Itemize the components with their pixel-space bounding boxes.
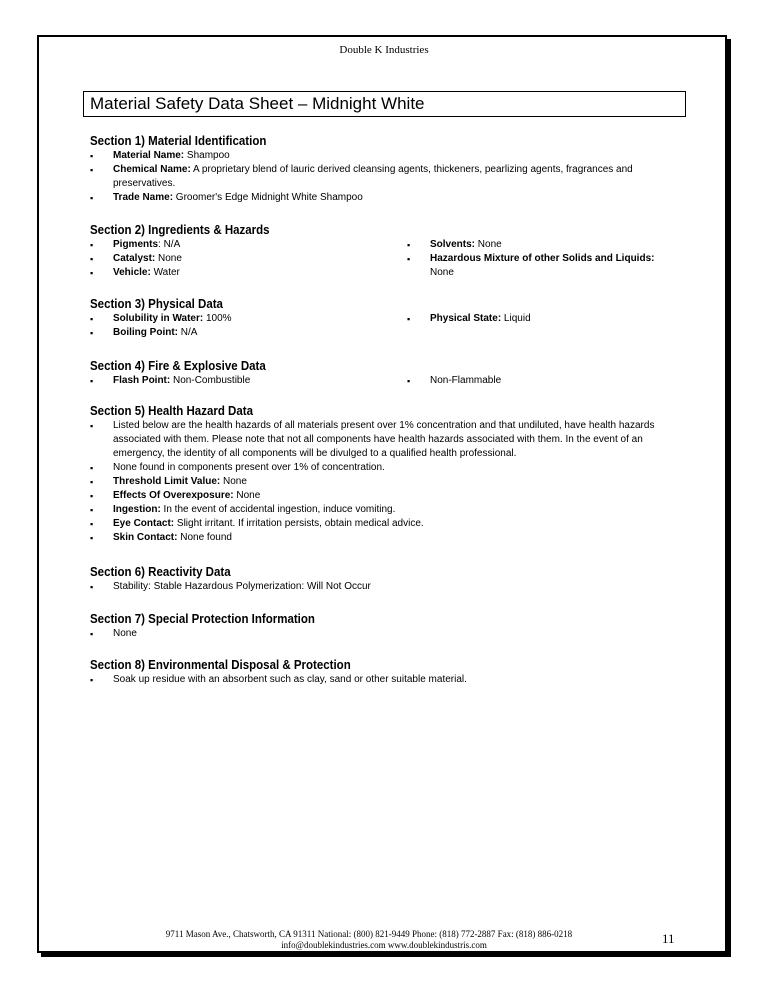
section-heading: Section 7) Special Protection Information: [90, 612, 315, 626]
list-item: ▪ Flash Point: Non-Combustible: [90, 375, 251, 386]
footer-address: 9711 Mason Ave., Chatsworth, CA 91311 National: (800) 821-9449 Phone: (818) 772-2887 Fax: (818) 886-0218: [165, 929, 573, 939]
list-item: ▪ Effects Of Overexposure: None: [90, 490, 261, 501]
section-8: [90, 658, 690, 687]
section-7: [90, 612, 690, 641]
section-heading: Section 3) Physical Data: [90, 297, 223, 311]
bullet-icon: ▪: [90, 328, 94, 338]
bullet-icon: ▪: [90, 491, 94, 501]
bullet-icon: ▪: [90, 463, 94, 473]
bullet-icon: ▪: [90, 268, 94, 278]
list-item: ▪ Stability: Stable Hazardous Polymerization: Will Not Occur: [90, 581, 371, 592]
footer: [0, 929, 768, 951]
bullet-icon: ▪: [90, 193, 94, 203]
bullet-icon: ▪: [90, 519, 94, 529]
company-header: Double K Industries: [339, 44, 429, 56]
list-item: ▪ Soak up residue with an absorbent such as clay, sand or other suitable material.: [90, 674, 467, 685]
section-heading: Section 6) Reactivity Data: [90, 565, 231, 579]
section-heading: Section 5) Health Hazard Data: [90, 404, 253, 418]
list-item: ▪ Eye Contact: Slight irritant. If irritation persists, obtain medical advice.: [90, 518, 424, 529]
bullet-icon: ▪: [90, 629, 94, 639]
bullet-icon: ▪: [90, 477, 94, 487]
bullet-icon: ▪: [90, 376, 94, 386]
section-1: [90, 134, 690, 205]
section-heading: Section 8) Environmental Disposal & Protection: [90, 658, 351, 672]
list-item: ▪ Hazardous Mixture of other Solids and Liquids: None: [407, 253, 655, 278]
list-item: ▪ Solvents: None: [407, 239, 502, 250]
list-item: ▪ Solubility in Water: 100%: [90, 313, 232, 324]
bullet-icon: ▪: [90, 533, 94, 543]
bullet-icon: ▪: [90, 240, 94, 250]
list-item: ▪ Non-Flammable: [407, 375, 502, 386]
section-4: [90, 359, 690, 388]
section-heading: Section 4) Fire & Explosive Data: [90, 359, 266, 373]
list-item: ▪ None found in components present over 1% of concentration.: [90, 462, 385, 473]
bullet-icon: ▪: [407, 376, 411, 386]
list-item: ▪ Boiling Point: N/A: [90, 327, 198, 338]
bullet-icon: ▪: [407, 314, 411, 324]
bullet-icon: ▪: [90, 165, 94, 175]
bullet-icon: ▪: [90, 675, 94, 685]
section-heading: Section 1) Material Identification: [90, 134, 267, 148]
list-item: ▪ Pigments: N/A: [90, 239, 181, 250]
bullet-icon: ▪: [90, 505, 94, 515]
document-title: Material Safety Data Sheet – Midnight White: [83, 91, 686, 117]
page-number: 11: [662, 931, 675, 946]
list-item: ▪ Threshold Limit Value: None: [90, 476, 247, 487]
bullet-icon: ▪: [90, 582, 94, 592]
list-item: ▪ Catalyst: None: [90, 253, 182, 264]
footer-contact: info@doublekindustries.com www.doublekindustris.com: [281, 940, 487, 950]
list-item: ▪ Skin Contact: None found: [90, 532, 232, 543]
section-3: [90, 297, 690, 340]
list-item: ▪ Ingestion: In the event of accidental ingestion, induce vomiting.: [90, 504, 396, 515]
list-item: ▪ Listed below are the health hazards of all materials present over 1% concentration and that undiluted, have health hazards associated with them. Please note that not all components have health hazards associated with them. In the event of an emergency, the identity of all components will be divulged to a qualified health professional.: [90, 420, 655, 459]
list-item: ▪ Chemical Name: A proprietary blend of lauric derived cleansing agents, thickeners, pearlizing agents, fragrances and preservatives.: [90, 164, 633, 189]
bullet-icon: ▪: [407, 240, 411, 250]
bullet-icon: ▪: [90, 421, 94, 431]
list-item: ▪ Material Name: Shampoo: [90, 150, 230, 161]
bullet-icon: ▪: [407, 254, 411, 264]
bullet-icon: ▪: [90, 314, 94, 324]
section-5: [90, 404, 690, 545]
list-item: ▪ None: [90, 628, 137, 639]
bullet-icon: ▪: [90, 254, 94, 264]
list-item: ▪ Trade Name: Groomer's Edge Midnight White Shampoo: [90, 192, 363, 203]
list-item: ▪ Physical State: Liquid: [407, 313, 531, 324]
section-heading: Section 2) Ingredients & Hazards: [90, 223, 270, 237]
section-2: [90, 223, 690, 280]
list-item: ▪ Vehicle: Water: [90, 267, 180, 278]
bullet-icon: ▪: [90, 151, 94, 161]
section-6: [90, 565, 690, 594]
